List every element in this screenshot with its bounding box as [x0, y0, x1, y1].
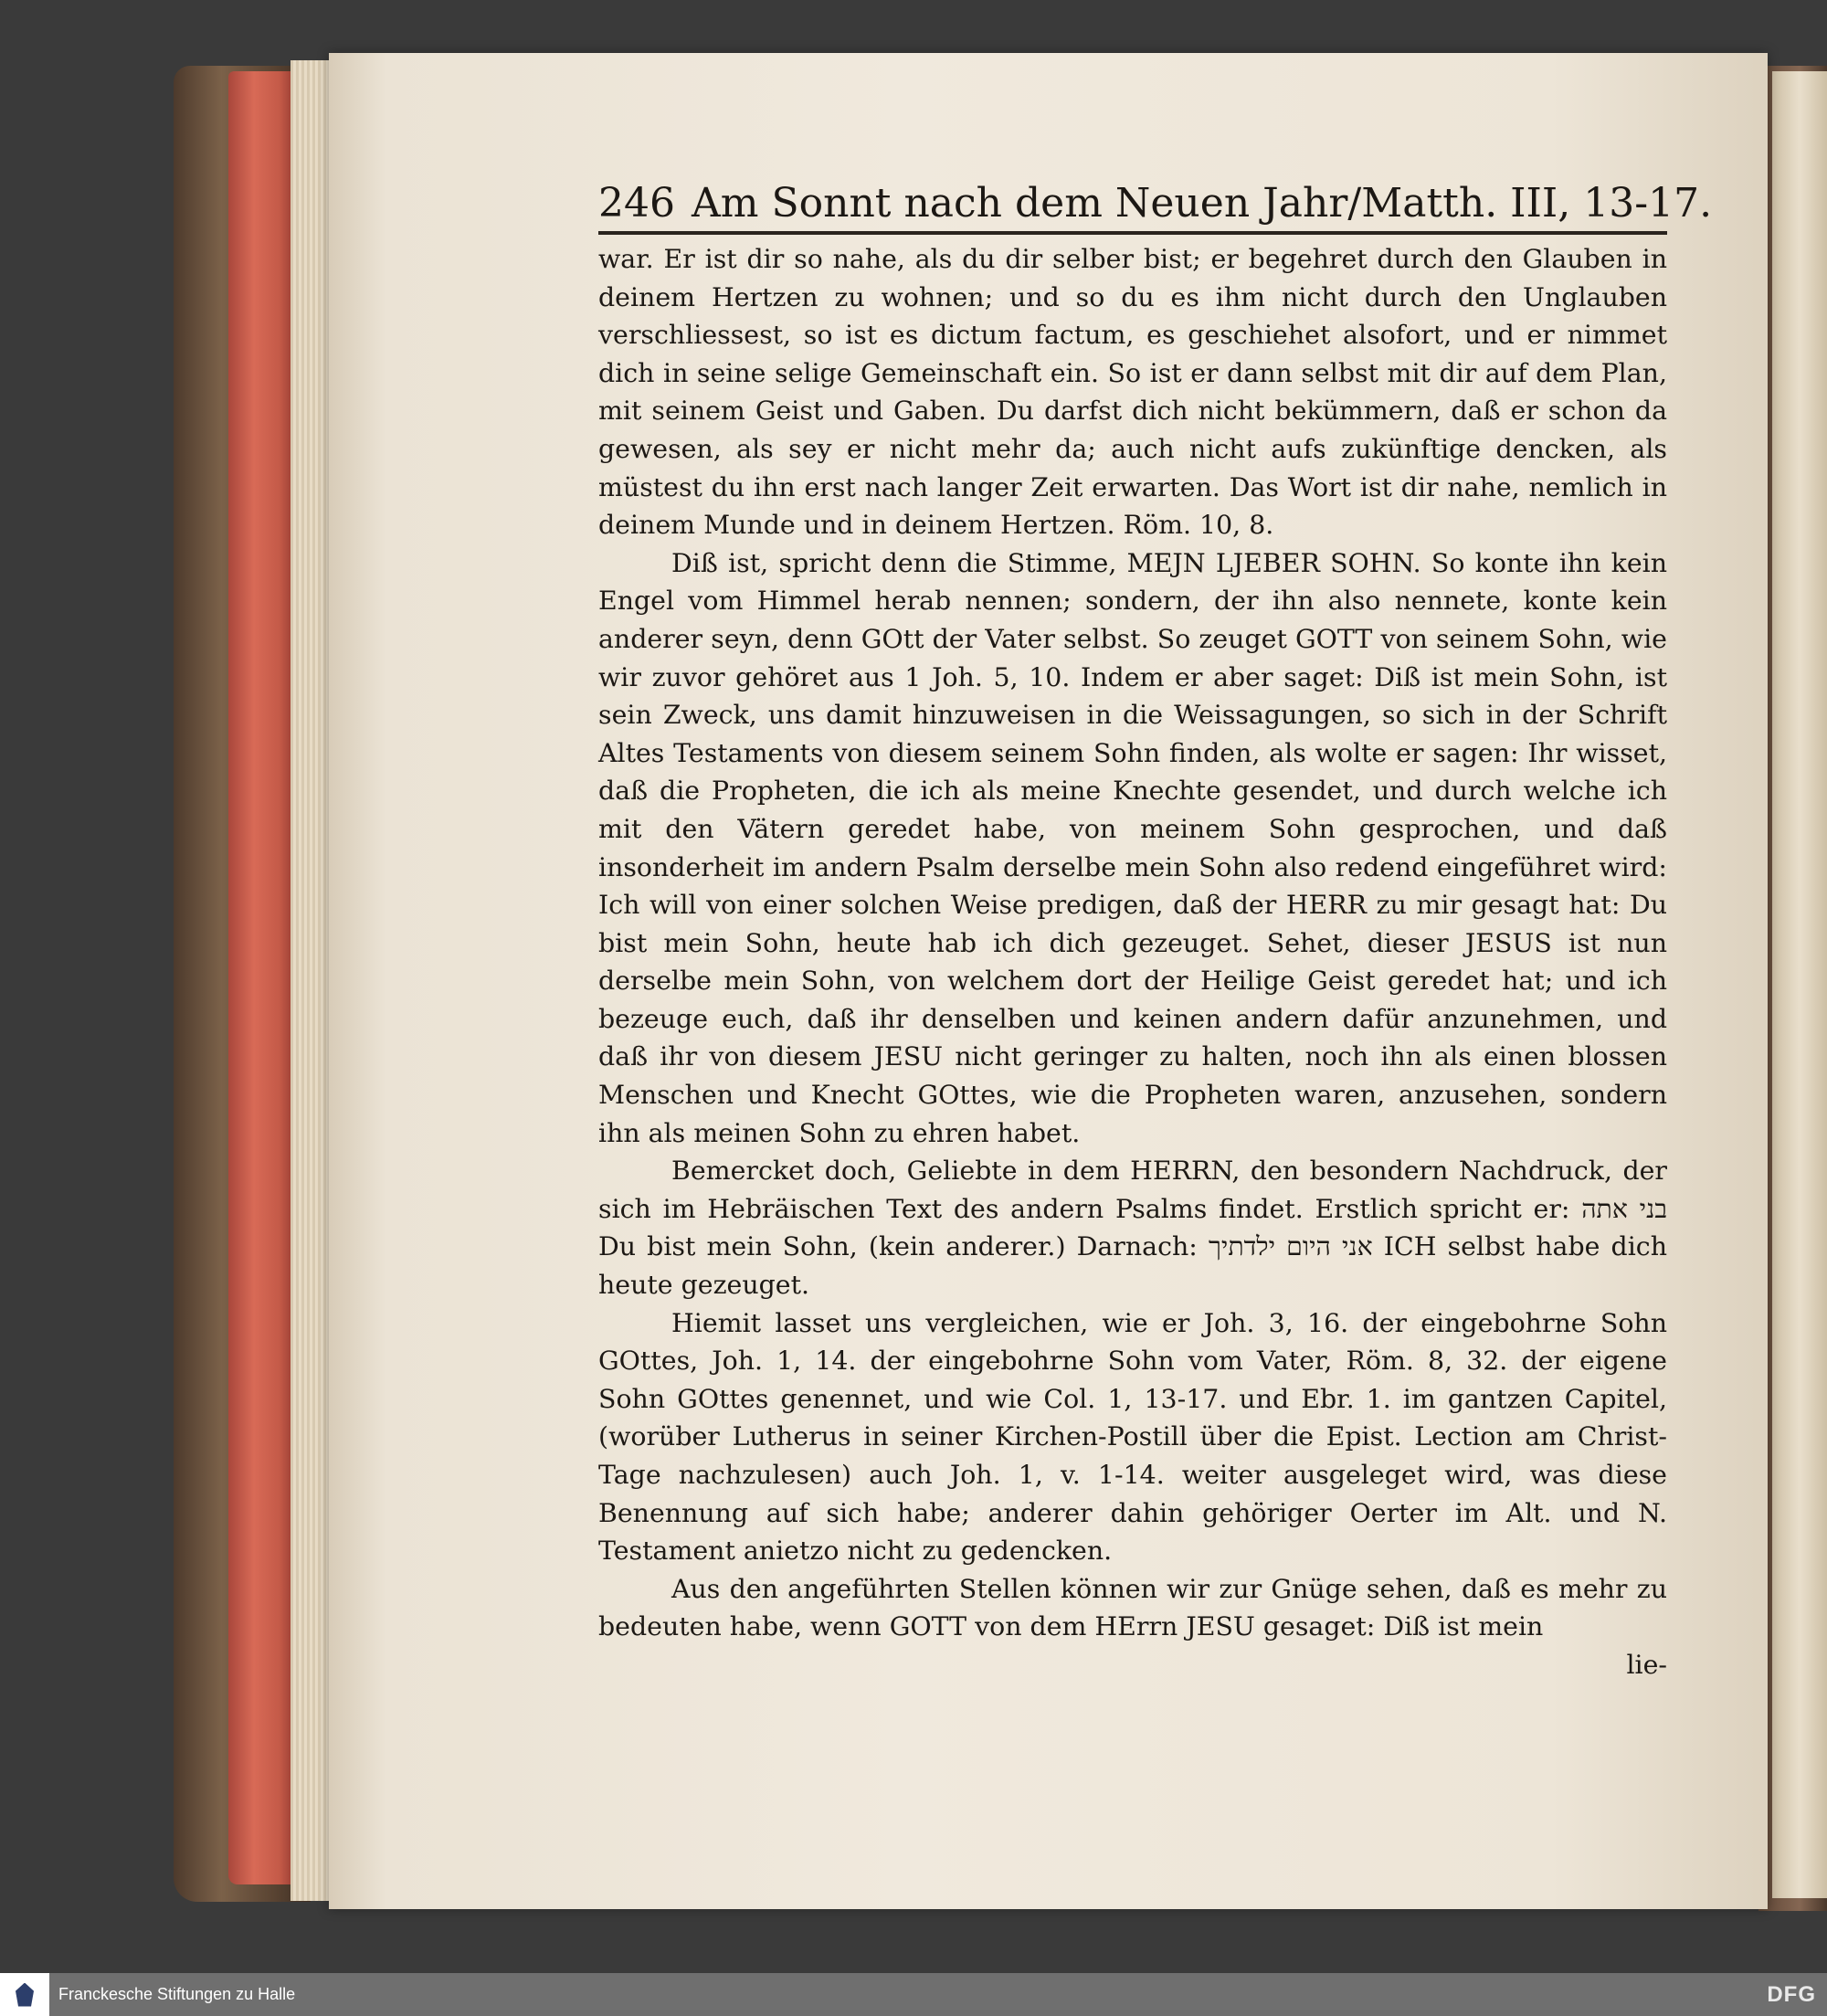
- institution-logo[interactable]: [0, 1973, 49, 2016]
- paragraph-2: Diß ist, spricht denn die Stimme, MEJN LJEBER SOHN. So konte ihn kein Engel vom Himmel herab nennen; sondern, der ihn also nennete, konte kein anderer seyn, denn GOtt der Vater selbst. So zeuget GOTT von seinem Sohn, wie wir zuvor gehöret aus 1 Joh. 5, 10. Indem er aber saget: Diß ist mein Sohn, ist sein Zweck, uns damit hinzuweisen in die Weissagungen, so sich in der Schrift Altes Testaments von diesem seinem Sohn finden, als wolte er sagen: Ihr wisset, daß die Propheten, die ich als meine Knechte gesendet, und durch welche ich mit den Vätern geredet habe, von meinem Sohn gesprochen, und daß insonderheit im andern Psalm derselbe mein Sohn also redend eingeführet wird: Ich will von einer solchen Weise predigen, daß der HERR zu mir gesagt hat: Du bist mein Sohn, heute hab ich dich gezeuget. Sehet, dieser JESUS ist nun derselbe mein Sohn, von welchem dort der Heilige Geist geredet hat; und ich bezeuge euch, daß ihr denselben und keinen andern dafür anzunehmen, und daß ihr von diesem JESU nicht geringer zu halten, noch ihn als einen blossen Menschen und Knecht GOttes, wie die Propheten waren, anzusehen, sondern ihn als meinen Sohn zu ehren habet.: [598, 547, 1667, 1148]
- running-head: [598, 178, 1713, 235]
- dfg-logo[interactable]: DFG: [1767, 1981, 1816, 2007]
- running-title: Am Sonnt nach dem Neuen Jahr/Matth. III, 13-17.: [691, 180, 1713, 227]
- page-number: 246: [598, 180, 675, 227]
- institution-name[interactable]: Franckesche Stiftungen zu Halle: [58, 1985, 296, 2003]
- catchword: lie-: [1626, 1649, 1667, 1680]
- paragraph-5: Aus den angeführten Stellen können wir zur Gnüge sehen, daß es mehr zu bedeuten habe, wenn GOTT von dem HErrn JESU gesaget: Diß ist mein: [598, 1573, 1667, 1642]
- body-text: [598, 240, 1667, 1646]
- facing-page-edge: [1772, 71, 1827, 1898]
- page-text-block: [598, 178, 1713, 1684]
- logo-icon: [16, 1983, 34, 2007]
- red-page-edge: [228, 71, 292, 1884]
- paragraph-3: Bemercket doch, Geliebte in dem HERRN, den besondern Nachdruck, der sich im Hebräischen Text des andern Psalms findet. Erstlich spricht er: בני אתה Du bist mein Sohn, (kein anderer.) Darnach: אני היום ילדתיך ICH selbst habe dich heute gezeuget.: [598, 1156, 1667, 1301]
- paragraph-4: Hiemit lasset uns vergleichen, wie er Joh. 3, 16. der eingebohrne Sohn GOttes, Joh. 1, 14. der eingebohrne Sohn vom Vater, Röm. 8, 32. der eigene Sohn GOttes genennet, und wie Col. 1, 13-17. und Ebr. 1. im gantzen Capitel, (worüber Lutherus in seiner Kirchen-Postill über die Epist. Lection am Christ-Tage nachzulesen) auch Joh. 1, v. 1-14. weiter ausgeleget wird, was diese Benennung auf sich habe; anderer dahin gehöriger Oerter im Alt. und N. Testament anietzo nicht zu gedencken.: [598, 1307, 1667, 1567]
- footer-bar: [0, 1973, 1827, 2016]
- paragraph-1: war. Er ist dir so nahe, als du dir selber bist; er begehret durch den Glauben in deinem Hertzen zu wohnen; und so du es ihm nicht durch den Unglauben verschliessest, so ist es dictum factum, es geschiehet alsofort, und er nimmet dich in seine selige Gemeinschaft ein. So ist er dann selbst mit dir auf dem Plan, mit seinem Geist und Gaben. Du darfst dich nicht bekümmern, daß er schon da gewesen, als sey er nicht mehr da; auch nicht aufs zukünftige dencken, als müstest du ihn erst nach langer Zeit erwarten. Das Wort ist dir nahe, nemlich in deinem Munde und in deinem Hertzen. Röm. 10, 8.: [598, 244, 1667, 541]
